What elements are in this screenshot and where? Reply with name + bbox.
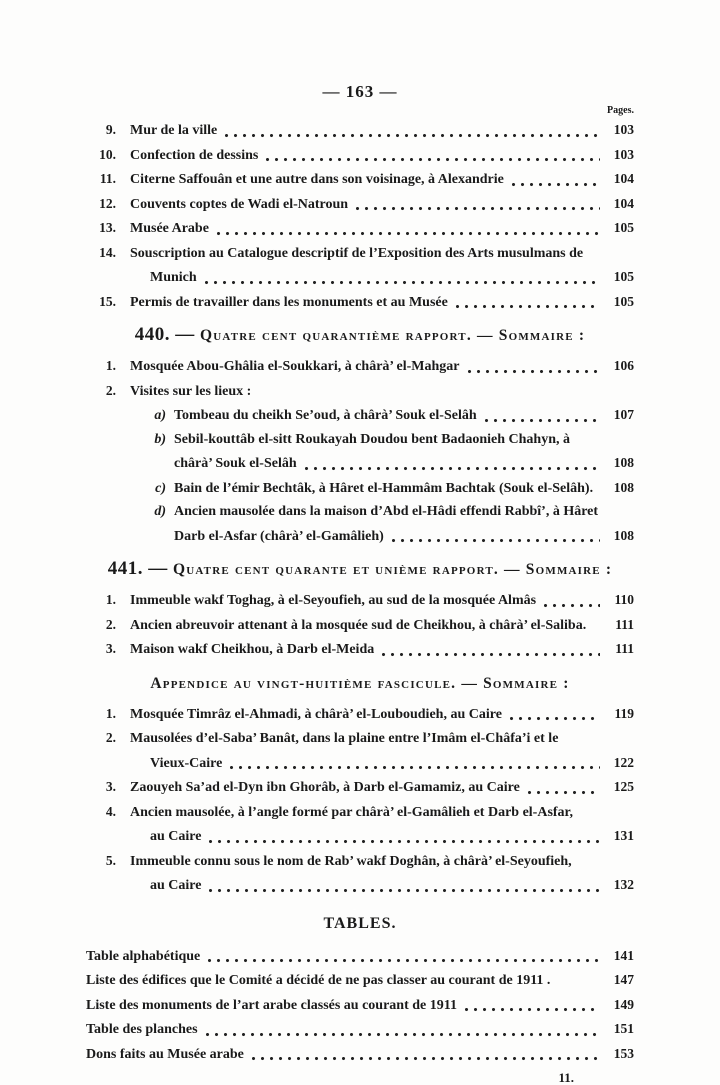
entry-page-number: 153 — [613, 1045, 634, 1061]
toc-entry-row — [86, 944, 634, 969]
entry-title: Mosquée Abou-Ghâlia el-Soukkari, à chârà’ el-Mahgar — [130, 359, 460, 374]
dot-leader — [382, 653, 600, 657]
entry-number: 11. — [99, 171, 116, 186]
entry-number: 1. — [105, 592, 116, 607]
entry-title: Visites sur les lieux : — [130, 383, 252, 399]
dot-leader — [468, 370, 600, 374]
toc-entry-row — [86, 824, 634, 849]
dot-leader — [512, 183, 600, 187]
entry-title: Immeuble wakf Toghag, à el-Seyoufieh, au sud de la mosquée Almâs — [130, 593, 537, 608]
entry-title: Zaouyeh Sa’ad el-Dyn ibn Ghorâb, à Darb el-Gamamiz, au Caire — [130, 780, 520, 795]
toc-entry-row — [86, 702, 634, 727]
dot-leader — [544, 604, 600, 608]
toc-entry-row — [86, 379, 634, 404]
entry-number: 14. — [99, 244, 116, 260]
toc-entry-row — [86, 500, 634, 524]
entry-title: Ancien mausolée, à l’angle formé par chârà’ el-Gamâlieh et Darb el-Asfar, — [130, 804, 573, 820]
entry-page-number: 131 — [613, 828, 634, 843]
entry-page-number: 151 — [613, 1021, 634, 1036]
entry-page-number: 105 — [613, 269, 634, 284]
dot-leader — [209, 889, 600, 893]
entry-page-number: 104 — [613, 171, 634, 186]
page-number-header: — 163 — — [322, 82, 398, 101]
entry-page-number: 122 — [613, 754, 634, 770]
dot-leader — [208, 959, 600, 963]
toc-entry-row — [86, 476, 634, 501]
section-heading-title: Quatre cent quarante et unième rapport. — Sommaire : — [172, 561, 613, 578]
dot-leader — [209, 840, 600, 844]
entry-page-number: 106 — [613, 358, 634, 373]
entry-title: au Caire — [150, 878, 202, 893]
entry-title: au Caire — [150, 829, 202, 844]
entry-title: Vieux-Caire — [150, 755, 223, 771]
entry-letter: d) — [154, 504, 166, 519]
entry-title: Ancien mausolée dans la maison d’Abd el-Hâdi effendi Rabbî’, à Hâret — [174, 504, 599, 519]
dot-leader — [206, 1033, 600, 1037]
entry-page-number: 104 — [613, 195, 634, 211]
toc-entry-row — [86, 290, 634, 315]
toc-entry-row — [86, 873, 634, 898]
dot-leader — [305, 467, 600, 471]
dot-leader — [205, 281, 600, 285]
section-heading — [86, 322, 634, 349]
dot-leader — [230, 766, 600, 770]
toc-entry-row — [86, 241, 634, 266]
section-heading-title: Quatre cent quarantième rapport. — Sommaire : — [199, 327, 586, 344]
entry-number: 12. — [99, 195, 116, 211]
entry-title: Tombeau du cheikh Se’oud, à chârà’ Souk el-Selâh — [174, 408, 477, 423]
entry-title: Permis de travailler dans les monuments et au Musée — [130, 294, 448, 310]
toc-entry-row — [86, 849, 634, 874]
dot-leader — [510, 717, 600, 721]
section-heading — [86, 670, 634, 697]
toc-entry-row — [86, 968, 634, 993]
toc-entry-row — [86, 265, 634, 290]
toc-entry-row — [86, 167, 634, 192]
entry-title: Confection de dessins — [130, 147, 259, 163]
toc-entry-row — [86, 143, 634, 168]
entry-number: 3. — [105, 779, 116, 794]
dot-leader — [485, 419, 600, 423]
dot-leader — [225, 134, 600, 138]
entry-title: Maison wakf Cheikhou, à Darb el-Meida — [130, 642, 375, 657]
entry-page-number: 103 — [613, 146, 634, 162]
entry-number: 4. — [105, 803, 116, 819]
toc-entry-row — [86, 751, 634, 776]
entry-number: 9. — [105, 122, 116, 137]
toc-entry-row — [86, 354, 634, 379]
entry-page-number: 111 — [615, 616, 634, 632]
entry-number: 1. — [105, 705, 116, 721]
signature-mark: 11. — [558, 1070, 574, 1085]
toc-entry-row — [86, 800, 634, 825]
section-heading-number: 441. — — [107, 558, 173, 579]
pages-column-label: Pages. — [607, 105, 634, 116]
entry-title: Table des planches — [86, 1022, 198, 1037]
entry-title: Immeuble connu sous le nom de Rab’ wakf Doghân, à chârà’ el-Seyoufieh, — [130, 853, 572, 869]
entry-title: Table alphabétique — [86, 948, 201, 964]
entry-number: 2. — [105, 730, 116, 745]
toc-entry-row — [86, 403, 634, 428]
toc-entry-row — [86, 428, 634, 452]
entry-title: Ancien abreuvoir attenant à la mosquée sud de Cheikhou, à chârà’ el-Saliba. — [130, 617, 587, 633]
entry-title: Dons faits au Musée arabe — [86, 1046, 244, 1062]
section-heading-number: 440. — — [134, 324, 200, 345]
toc-entry-row — [86, 118, 634, 143]
dot-leader — [528, 791, 600, 795]
entry-title: Mur de la ville — [130, 123, 218, 138]
entry-page-number: 141 — [613, 947, 634, 963]
entry-page-number: 107 — [613, 407, 634, 422]
entry-number: 13. — [99, 220, 116, 235]
entry-letter: b) — [154, 431, 166, 447]
toc-entry-row — [86, 524, 634, 549]
entry-title: Darb el-Asfar (chârà’ el-Gamâlieh) — [174, 528, 384, 544]
entry-title: chârà’ Souk el-Selâh — [174, 456, 297, 471]
toc-entry-row — [86, 192, 634, 217]
entry-page-number: 149 — [613, 996, 634, 1012]
entry-page-number: 147 — [613, 972, 634, 987]
entry-title: Bain de l’émir Bechtâk, à Hâret el-Hammâm Bachtak (Souk el-Selâh). — [174, 480, 594, 496]
entry-page-number: 108 — [613, 479, 634, 495]
entry-title: Munich — [150, 270, 197, 285]
entry-title: Sebil-kouttâb el-sitt Roukayah Doudou bent Badaonieh Chahyn, à — [174, 431, 570, 447]
toc-entry-row — [86, 613, 634, 638]
dot-leader — [356, 207, 600, 211]
toc-entry-row — [86, 588, 634, 613]
entry-page-number: 132 — [613, 877, 634, 892]
section-heading-title: Appendice au vingt-huitième fascicule. — Sommaire : — [150, 674, 570, 692]
entry-title: Souscription au Catalogue descriptif de l’Exposition des Arts musulmans de — [130, 245, 584, 261]
entry-page-number: 110 — [614, 592, 634, 607]
dot-leader — [456, 305, 600, 309]
section-heading — [86, 910, 634, 937]
toc-entry-row — [86, 637, 634, 662]
entry-letter: a) — [154, 408, 166, 423]
entry-number: 2. — [105, 382, 116, 398]
toc-entry-row — [86, 1042, 634, 1067]
entry-title: Mausolées d’el-Saba’ Banât, dans la plaine entre l’Imâm el-Châfa’i et le — [130, 731, 559, 746]
toc-entry-row — [86, 216, 634, 241]
toc-entry-row — [86, 451, 634, 476]
entry-title: Citerne Saffouân et une autre dans son voisinage, à Alexandrie — [130, 172, 504, 187]
section-heading-title: TABLES. — [323, 914, 397, 932]
entry-page-number: 105 — [613, 293, 634, 309]
dot-leader — [266, 158, 600, 162]
entry-page-number: 108 — [613, 527, 634, 543]
entry-number: 15. — [99, 293, 116, 309]
entry-title: Mosquée Timrâz el-Ahmadi, à chârà’ el-Louboudieh, au Caire — [130, 706, 502, 722]
entry-page-number: 125 — [613, 779, 634, 794]
dot-leader — [252, 1057, 600, 1061]
section-heading — [86, 556, 634, 583]
dot-leader — [465, 1008, 600, 1012]
entry-number: 2. — [105, 616, 116, 632]
entry-number: 1. — [105, 358, 116, 373]
entry-title: Liste des édifices que le Comité a décidé de ne pas classer au courant de 1911 . — [86, 973, 551, 988]
entry-page-number: 103 — [613, 122, 634, 137]
toc-entry-row — [86, 993, 634, 1018]
entry-title: Liste des monuments de l’art arabe classés au courant de 1911 — [86, 997, 457, 1013]
toc-sections — [86, 118, 634, 1066]
entry-letter: c) — [155, 480, 166, 496]
entry-number: 5. — [105, 852, 116, 868]
dot-leader — [217, 232, 600, 236]
entry-page-number: 108 — [613, 455, 634, 470]
entry-title: Couvents coptes de Wadi el-Natroun — [130, 196, 349, 212]
dot-leader — [392, 539, 600, 543]
toc-entry-row — [86, 726, 634, 751]
entry-page-number: 111 — [615, 641, 634, 656]
entry-number: 3. — [105, 641, 116, 656]
toc-entry-row — [86, 1017, 634, 1042]
toc-entry-row — [86, 775, 634, 800]
entry-title: Musée Arabe — [130, 221, 209, 236]
entry-number: 10. — [99, 146, 116, 162]
entry-page-number: 105 — [613, 220, 634, 235]
entry-page-number: 119 — [614, 705, 634, 721]
